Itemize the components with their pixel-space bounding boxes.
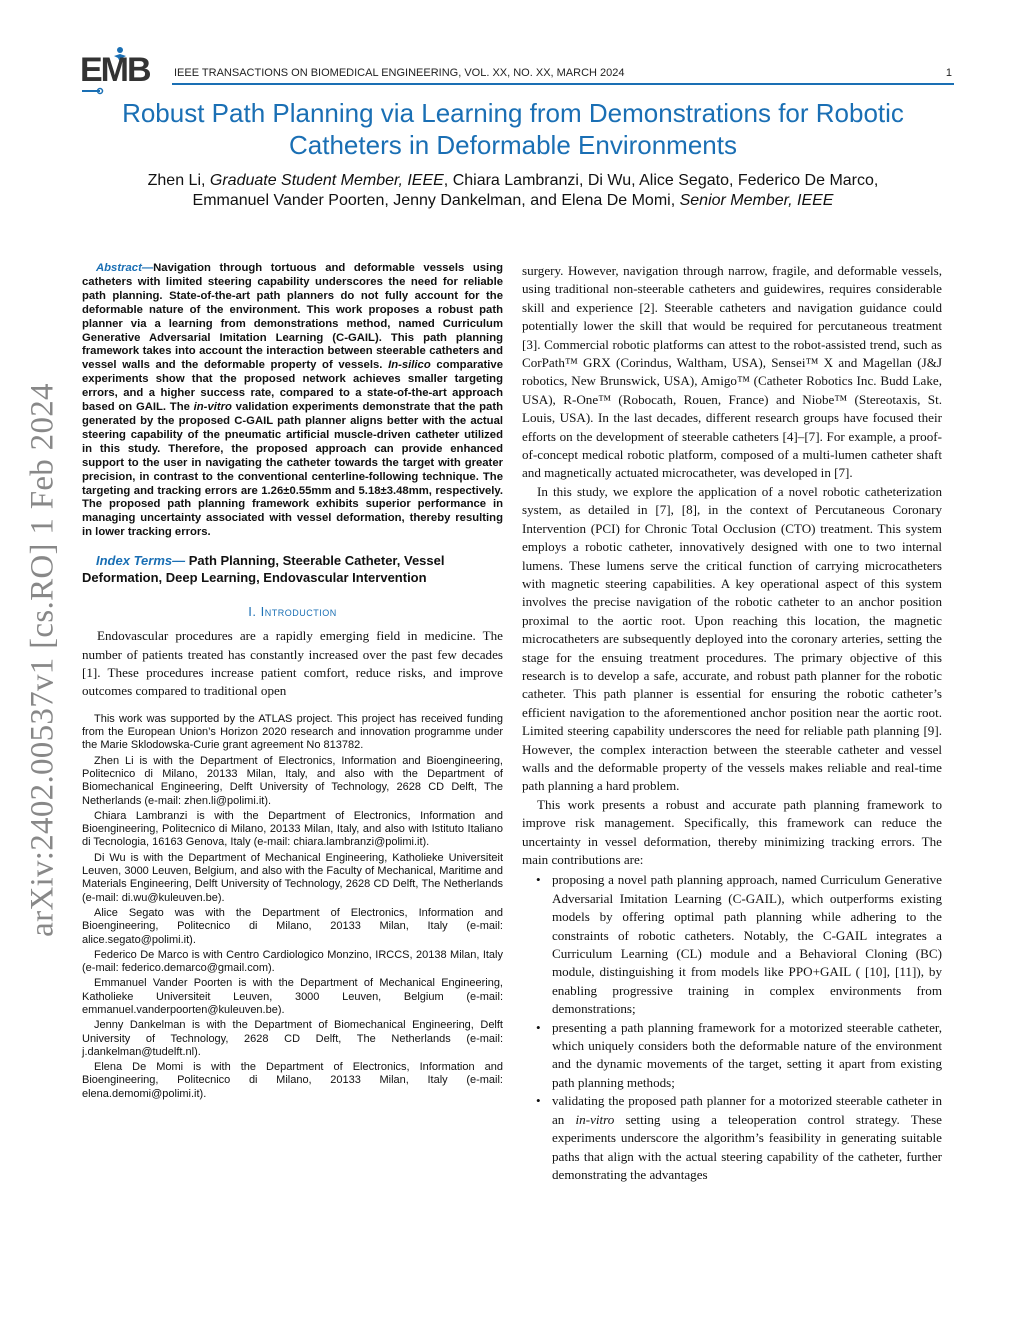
footnote-emmanuel-vander-poorten: Emmanuel Vander Poorten is with the Department of Mechanical Engineering, Katholieke Universiteit Leuven, 3000 Leuven, Belgium (e-mail: emmanuel.vanderpoorten@kuleuven.be). (82, 977, 503, 1016)
section-heading-introduction (82, 604, 503, 619)
arxiv-watermark: arXiv:2402.00537v1 [cs.RO] 1 Feb 2024 (24, 383, 61, 937)
header-rule (172, 83, 954, 85)
journal-header: IEEE TRANSACTIONS ON BIOMEDICAL ENGINEERING, VOL. XX, NO. XX, MARCH 2024 (174, 67, 625, 79)
authors-line-2-names: Emmanuel Vander Poorten, Jenny Dankelman, and Elena De Momi, (192, 192, 680, 209)
footnote-federico-de-marco: Federico De Marco is with Centro Cardiologico Monzino, IRCCS, 20138 Milan, Italy (e-mail: federico.demarco@gmail.com). (82, 948, 503, 975)
bullet-icon: • (536, 1019, 541, 1035)
abstract-label: Abstract— (96, 262, 154, 274)
right-column (522, 262, 942, 1184)
footnote-di-wu: Di Wu is with the Department of Mechanical Engineering, Katholieke Universiteit Leuven, 3000 Leuven, Belgium, and also with the Faculty of Mechanical, Maritime and Materials Engineering, Delft University of Technology, 2628 CD Delft, The Netherlands (e-mail: di.wu@kuleuven.be). (82, 851, 503, 904)
index-terms-label: Index Terms— (96, 553, 186, 569)
author-name: Zhen Li, (147, 172, 210, 189)
section-numeral: I. (248, 604, 261, 620)
footnote-alice-segato: Alice Segato was with the Department of Electronics, Information and Bioengineering, Politecnico di Milano, 20133 Milan, Italy (e-mail: alice.segato@polimi.it). (82, 906, 503, 946)
abstract-text: Navigation through tortuous and deformable vessels using catheters with limited steering capability underscores the need for reliable path planning. State-of-the-art path planners do not fully account for the deformable nature of the environment. This work proposes a robust path planner via a learning from demonstrations method, named Curriculum Generative Adversarial Imitation Learning (C-GAIL). This path planning framework takes into account the interaction between steerable catheters and vessel walls and the deformable property of vessels. (82, 262, 503, 372)
abstract-invitro: in-vitro (193, 401, 232, 414)
authors-line-1 (80, 171, 946, 191)
section-title: Introduction (260, 604, 337, 620)
intro-paragraph-left: Endovascular procedures are a rapidly emerging field in medicine. The number of patients treated has constantly increased over the past few decades [1]. These procedures increase patient comfort, reduce risks, and improve outcomes compared to traditional open (82, 628, 503, 699)
abstract-text-3: validation experiments demonstrate that the path generated by the proposed C-GAIL path planner aligns better with the actual steering capability of the pneumatic artificial muscle-driven catheter utilized in this study. Therefore, the proposed approach can provide enhanced support to the user in navigating the catheter towards the target with greater precision, in contrast to the conventional centerline-following technique. The targeting and tracking errors are 1.26±0.55mm and 5.18±3.48mm, respectively. The proposed path planning framework exhibits superior performance in managing uncertainty associated with vessel deformation, thereby resulting in lower tracking errors. (82, 401, 503, 539)
footnote-jenny-dankelman: Jenny Dankelman is with the Department of Biomechanical Engineering, Delft University of Technology, 2628 CD Delft, The Netherlands (e-mail: j.dankelman@tudelft.nl). (82, 1019, 503, 1058)
left-column (82, 262, 503, 1103)
footnote-elena-de-momi: Elena De Momi is with the Department of Electronics, Information and Bioengineering, Politecnico di Milano, 20133 Milan, Italy (e-mail: elena.demomi@polimi.it). (82, 1061, 503, 1100)
footnote-chiara-lambranzi: Chiara Lambranzi is with the Department of Electronics, Information and Bioengineering, Politecnico di Milano, 20133 Milan, Italy, and also with Istituto Italiano di Tecnologia, 16163 Genova, Italy (e-mail: chiara.lambranzi@polimi.it). (82, 809, 503, 849)
authors-line-2 (80, 191, 946, 211)
abstract-insilico: In-silico (388, 359, 431, 372)
bullet-icon: • (536, 872, 541, 888)
contributions-list (522, 871, 942, 1184)
title-line-2: Catheters in Deformable Environments (289, 130, 737, 160)
arxiv-watermark-container (18, 360, 68, 960)
authors-middle: , Chiara Lambranzi, Di Wu, Alice Segato, Federico De Marco, (443, 172, 879, 189)
contribution-text-2: presenting a path planning framework for a motorized steerable catheter, which uniquely considers both the deformable nature of the environment and the dynamic movements of the target, setting it apart from existing path planning methods; (552, 1019, 942, 1090)
contribution-text-3b: setting using a teleoperation control strategy. These experiments underscore the algorithm’s feasibility in generating suitable paths that align with the actual steering capability of the catheter, further demonstrating the advantages (552, 1111, 942, 1182)
contribution-text-3a: validating the proposed path planner for a motorized steerable catheter in an (552, 1093, 942, 1127)
index-terms-text: Path Planning, Steerable Catheter, Vessel Deformation, Deep Learning, Endovascular Intervention (82, 553, 445, 586)
author-role: Graduate Student Member, IEEE (209, 172, 444, 189)
contribution-item (522, 871, 942, 1018)
bullet-icon: • (536, 1093, 541, 1109)
abstract-text-2: comparative experiments show that the proposed network achieves smaller targeting errors, and a higher success rate, compared to a state-of-the-art approach based on GAIL. The (82, 359, 503, 414)
author-list (80, 171, 946, 211)
author-role-last: Senior Member, IEEE (679, 192, 834, 209)
intro-paragraph-1: surgery. However, navigation through narrow, fragile, and deformable vessels, using traditional non-steerable catheters and guidewires, requires considerable skill and experience [2]. Steerable catheters and navigation guidance could potentially lower the skill that would be required for percutaneous treatment [3]. Commercial robotic platforms can attest to the robot-assisted trend, such as CorPath™ GRX (Corindus, Waltham, USA), Sensei™ X and Magellan (J&J robotics, New Brunswick, USA), Amigo™ (Catheter Robotics Inc. Budd Lake, USA), R-One™ (Robocath, Rouen, France) and Niobe™ (Stereotaxis, St. Louis, USA). In the last decades, different research groups have focused their efforts on the development of steerable catheters [4]–[7]. For example, a proof-of-concept medical robotic platform, composed of a multi-lumen catheter shaft and magnetically actuated microcatheter, was developed in [7]. (522, 263, 942, 481)
footnotes (82, 713, 503, 1101)
abstract (82, 262, 503, 540)
page-number: 1 (945, 67, 952, 79)
footnote-funding: This work was supported by the ATLAS project. This project has received funding from the European Union’s Horizon 2020 research and innovation programme under the Marie Sklodowska-Curie grant agreement No 813782. (82, 712, 503, 752)
footnote-zhen-li: Zhen Li is with the Department of Electronics, Information and Bioengineering, Politecnico di Milano, 20133 Milan, Italy, and also with the Department of Biomechanical Engineering, Delft University of Technology, 2628 CD Delft, The Netherlands (e-mail: zhen.li@polimi.it). (82, 754, 503, 807)
contribution-item (522, 1019, 942, 1093)
emb-logo (80, 46, 164, 100)
intro-paragraph-3: This work presents a robust and accurate path planning framework to improve risk management. Specifically, this framework can reduce the uncertainty in vessel deformation, thereby minimizing tracking errors. The main contributions are: (522, 796, 942, 867)
paper-title (80, 97, 946, 161)
index-terms (82, 552, 503, 586)
intro-paragraph-2: In this study, we explore the application of a novel robotic catheterization system, as detailed in [7], [8], in the context of Percutaneous Coronary Intervention (PCI) for Chronic Total Occlusion (CTO) treatment. This system employs a robotic catheter, innovatively designed with one to two internal lumens. These lumens serve the critical function of carrying microcatheters with magnetic steering capabilities. A key operational aspect of this system involves the precise navigation of the robotic catheter to an anchor position proximal to the aortic root. Upon reaching this location, the magnetic microcatheters are subsequently deployed into the coronary arteries, setting the stage for the ensuing treatment procedures. The primary objective of this research is to develop a safe, accurate, and robust path planner for the robotic catheter. This path planner is essential for ensuring the robotic catheter’s efficient navigation to the aforementioned anchor position near the aortic root. Limited steering capability underscores the need for reliable path planning [9]. However, the complex interaction between the steerable catheter and vessel walls and the deformable property of the vessels makes reliable and real-time path planning a hard problem. (522, 483, 942, 794)
contribution-item (522, 1092, 942, 1184)
emb-logo-text: EMB (80, 51, 150, 89)
contribution-text-3-italic: in-vitro (575, 1111, 615, 1127)
title-line-1: Robust Path Planning via Learning from Demonstrations for Robotic (122, 98, 904, 128)
contribution-text-1: proposing a novel path planning approach, named Curriculum Generative Adversarial Imitation Learning (C-GAIL), which outperforms existing models by offering optimal path planning while adhering to the constraints of robotic catheters. Notably, the C-GAIL integrates a Curriculum Learning (CL) module and a Behavioral Cloning (BC) module, distinguishing it from models like PPO+GAIL ( [10], [11]), by enabling progressive training in complex environments from demonstrations; (552, 872, 942, 1017)
